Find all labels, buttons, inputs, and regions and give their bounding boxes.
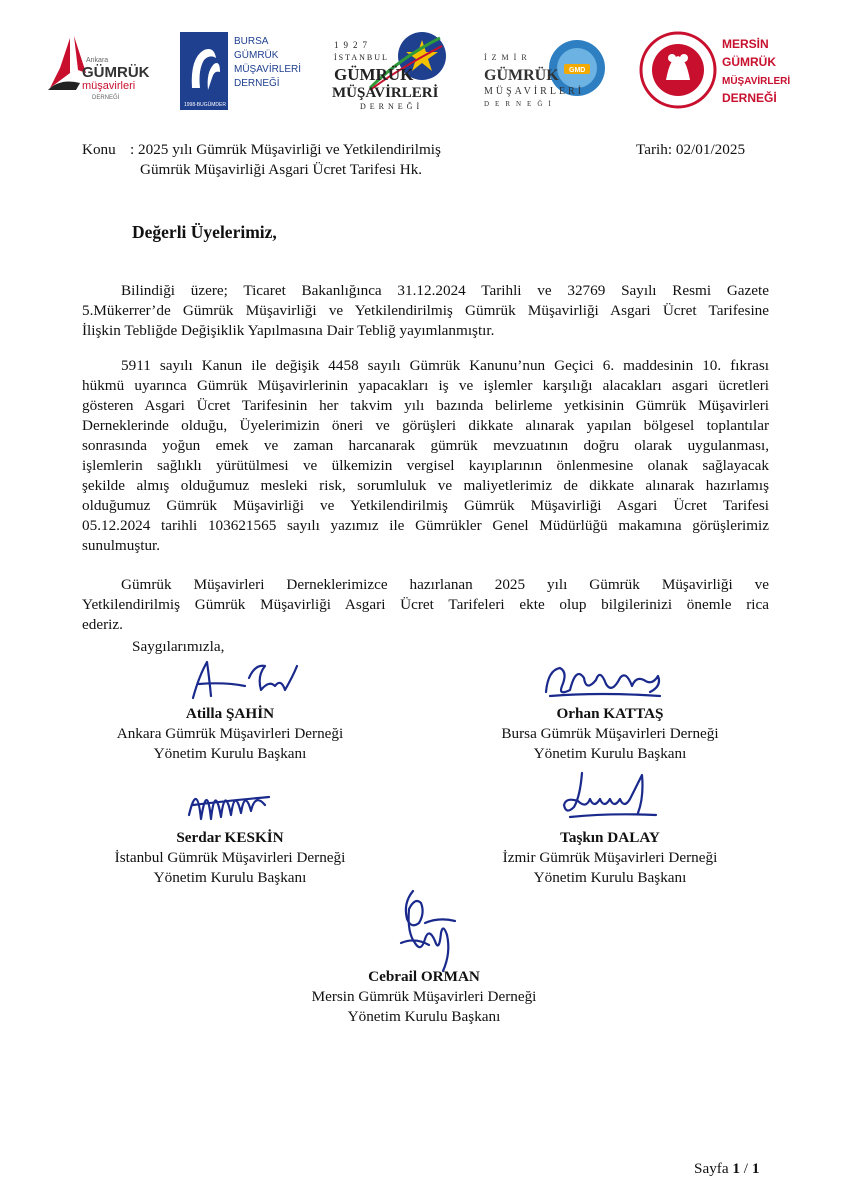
paragraph-2-line: sonrasında yoğun emek ve zaman harcanarak gümrük mevzuatının doğru olarak uygulanması, xyxy=(82,437,769,454)
ankara-logo-line1: GÜMRÜK xyxy=(82,64,150,81)
izmir-association-logo xyxy=(482,28,612,113)
signatory-izmir-org: İzmir Gümrük Müşavirleri Derneği xyxy=(502,849,718,866)
paragraph-1-line: Bilindiği üzere; Ticaret Bakanlığınca 31.12.2024 Tarihli ve 32769 Sayılı Resmi Gazete xyxy=(121,282,769,299)
closing: Saygılarımızla, xyxy=(132,638,225,655)
paragraph-2-line: hükmü uyarınca Gümrük Müşavirlerinin yapacakları iş ve işlemler karşılığı alacakları asgari ücretleri xyxy=(82,377,769,394)
izmir-logo-line2: MÜŞAVİRLERİ xyxy=(484,86,585,97)
signatory-izmir-title: Yönetim Kurulu Başkanı xyxy=(533,869,687,886)
ankara-logo-small: Ankara xyxy=(86,57,109,64)
mersin-logo-line3: MÜŞAVİRLERİ xyxy=(722,76,791,87)
bursa-logo-line2: GÜMRÜK xyxy=(234,50,279,61)
mersin-association-logo xyxy=(640,28,791,113)
page-current: 1 xyxy=(732,1160,740,1177)
paragraph-2-line: işlemlerin sağlıklı yürütülmesi ve ülkemizin vergisel kayıplarının önlenmesine olanak sağlayacak xyxy=(82,457,769,474)
mersin-logo-line2: GÜMRÜK xyxy=(722,55,776,69)
istanbul-logo-line3: DERNEĞİ xyxy=(360,102,424,111)
bursa-logo-line1: BURSA xyxy=(234,36,269,47)
signatory-istanbul-name: Serdar KESKİN xyxy=(176,829,284,846)
signatory-istanbul-org: İstanbul Gümrük Müşavirleri Derneği xyxy=(114,849,346,866)
signature-izmir xyxy=(560,767,660,825)
document-date: Tarih: 02/01/2025 xyxy=(636,141,746,158)
paragraph-2-line: olduğumuz Gümrük Müşavirliği ve Yetkilendirilmiş Gümrük Müşavirliği Asgari Ücret Tarifesi xyxy=(82,497,769,514)
istanbul-logo-city: İSTANBUL xyxy=(334,53,389,62)
signature-bursa xyxy=(540,656,670,704)
signatory-ankara-title: Yönetim Kurulu Başkanı xyxy=(153,745,307,762)
paragraph-1-line: 5.Mükerrer’de Gümrük Müşavirliği ve Yetkilendirilmiş Gümrük Müşavirliği Asgari Ücret Tarifesine xyxy=(82,302,769,319)
istanbul-logo-year: 1927 xyxy=(334,40,372,50)
paragraph-2-line: 05.12.2024 tarihli 103621565 sayılı yazımız ile Gümrükler Genel Müdürlüğü makamına görüşlerimiz xyxy=(82,517,769,534)
paragraph-3 xyxy=(82,575,769,635)
subject-line-2: Gümrük Müşavirliği Asgari Ücret Tarifesi Hk. xyxy=(140,161,423,178)
izmir-logo-city: İZMİR xyxy=(484,53,532,62)
page-separator: / xyxy=(739,1160,752,1177)
salutation: Değerli Üyelerimiz, xyxy=(132,222,277,242)
paragraph-3-line: Yetkilendirilmiş Gümrük Müşavirliği Asgari Ücret Tarifeleri ekte olup bilgilerinizi önemle rica xyxy=(82,596,769,613)
ankara-association-logo xyxy=(40,28,160,113)
paragraph-2-line: 5911 sayılı Kanun ile değişik 4458 sayılı Gümrük Kanunu’nun Geçici 6. maddesinin 10. fıkrası xyxy=(121,357,769,374)
signatory-istanbul-title: Yönetim Kurulu Başkanı xyxy=(153,869,307,886)
bursa-logo-line3: MÜŞAVİRLERİ xyxy=(234,64,302,75)
bursa-logo-line4: DERNEĞİ xyxy=(234,78,280,89)
signatory-mersin-name: Cebrail ORMAN xyxy=(368,968,480,985)
paragraph-2-line: Derneklerinde olduğu, Üyelerimizin öneri ve görüşleri dikkate alınarak yapılan bölgesel toplantılar xyxy=(82,417,769,434)
ankara-logo-line2: müşavirleri xyxy=(82,80,136,92)
page-number xyxy=(694,1159,759,1179)
paragraph-3-line: Gümrük Müşavirleri Derneklerimizce hazırlanan 2025 yılı Gümrük Müşavirliği ve xyxy=(121,576,769,593)
paragraph-2-line: gösteren Asgari Ücret Tarifesinin her takvim yılı bazında belirleme yetkisinin Gümrük Müşavirleri xyxy=(82,397,769,414)
signatory-ankara-name: Atilla ŞAHİN xyxy=(185,705,275,722)
bursa-association-logo xyxy=(180,28,302,113)
signature-istanbul xyxy=(185,775,275,825)
signature-ankara xyxy=(185,656,305,704)
paragraph-1 xyxy=(82,281,769,341)
signatory-izmir-name: Taşkın DALAY xyxy=(560,829,660,846)
paragraph-2 xyxy=(82,356,769,556)
signatory-ankara-org: Ankara Gümrük Müşavirleri Derneği xyxy=(116,725,344,742)
subject-label: Konu xyxy=(82,141,116,158)
signatory-bursa-name: Orhan KATTAŞ xyxy=(556,705,664,722)
ankara-logo-line3: DERNEĞİ xyxy=(92,95,120,101)
page-label: Sayfa xyxy=(694,1160,729,1177)
mersin-logo-line4: DERNEĞİ xyxy=(722,91,777,105)
izmir-logo-line1: GÜMRÜK xyxy=(484,67,559,84)
paragraph-2-line: şekilde almış olduğumuz mesleki risk, sorumluluk ve maliyetlerimiz de dikkate alınarak hazırlamış xyxy=(82,477,769,494)
signature-mersin xyxy=(395,883,465,978)
izmir-logo-badge: GMD xyxy=(569,67,586,74)
signatory-mersin-org: Mersin Gümrük Müşavirleri Derneği xyxy=(311,988,537,1005)
paragraph-1-line: İlişkin Tebliğde Değişiklik Yapılmasına Dair Tebliğ yayımlanmıştır. xyxy=(82,322,495,339)
istanbul-logo-line2: MÜŞAVİRLERİ xyxy=(332,85,439,101)
izmir-logo-line3: DERNEĞİ xyxy=(484,100,557,108)
signatory-bursa-title: Yönetim Kurulu Başkanı xyxy=(533,745,687,762)
bursa-logo-est: 1998-BUGÜMDER xyxy=(184,102,226,108)
page-total: 1 xyxy=(751,1160,760,1177)
paragraph-3-line: ederiz. xyxy=(82,616,123,633)
istanbul-association-logo xyxy=(330,28,455,113)
signatory-bursa-org: Bursa Gümrük Müşavirleri Derneği xyxy=(501,725,719,742)
paragraph-2-line: sunulmuştur. xyxy=(82,537,161,554)
mersin-logo-line1: MERSİN xyxy=(722,37,769,51)
subject-line-1: : 2025 yılı Gümrük Müşavirliği ve Yetkilendirilmiş xyxy=(130,141,441,158)
signatory-mersin-title: Yönetim Kurulu Başkanı xyxy=(347,1008,501,1025)
istanbul-logo-line1: GÜMRÜK xyxy=(334,65,414,84)
